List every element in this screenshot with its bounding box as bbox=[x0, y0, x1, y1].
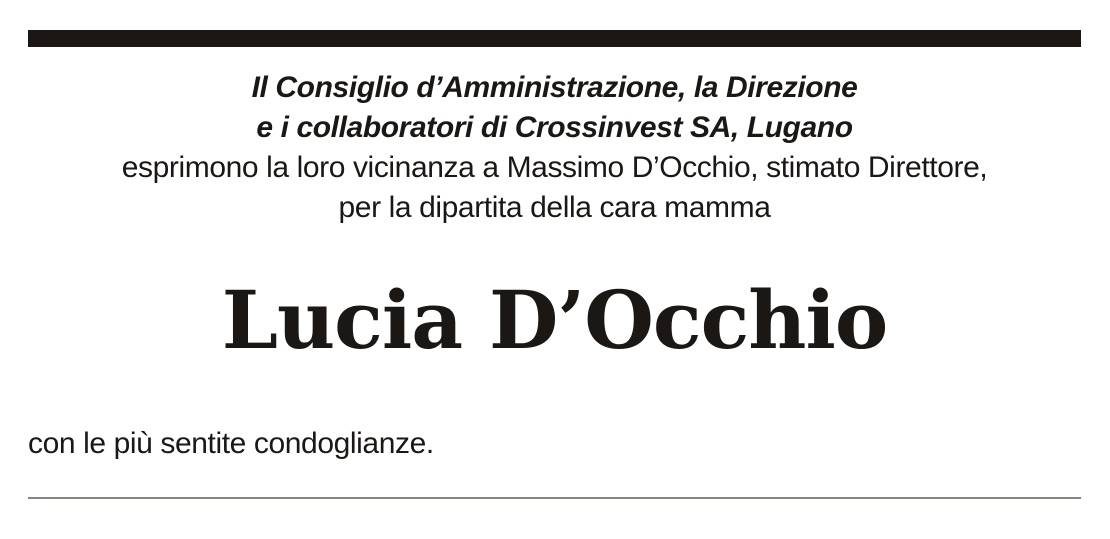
top-divider bbox=[28, 30, 1081, 47]
notice-header bbox=[28, 68, 1081, 228]
sender-line-2: e i collaboratori di Crossinvest SA, Lugano bbox=[256, 111, 853, 144]
message-line-1: esprimono la loro vicinanza a Massimo D’Occhio, stimato Direttore, bbox=[121, 151, 988, 184]
bottom-divider bbox=[28, 497, 1081, 499]
sender-line-1: Il Consiglio d’Amministrazione, la Direzione bbox=[251, 71, 858, 104]
closing-message: con le più sentite condoglianze. bbox=[28, 427, 434, 460]
deceased-name: Lucia D’Occhio bbox=[221, 273, 888, 367]
message-line-2: per la dipartita della cara mamma bbox=[338, 191, 771, 224]
